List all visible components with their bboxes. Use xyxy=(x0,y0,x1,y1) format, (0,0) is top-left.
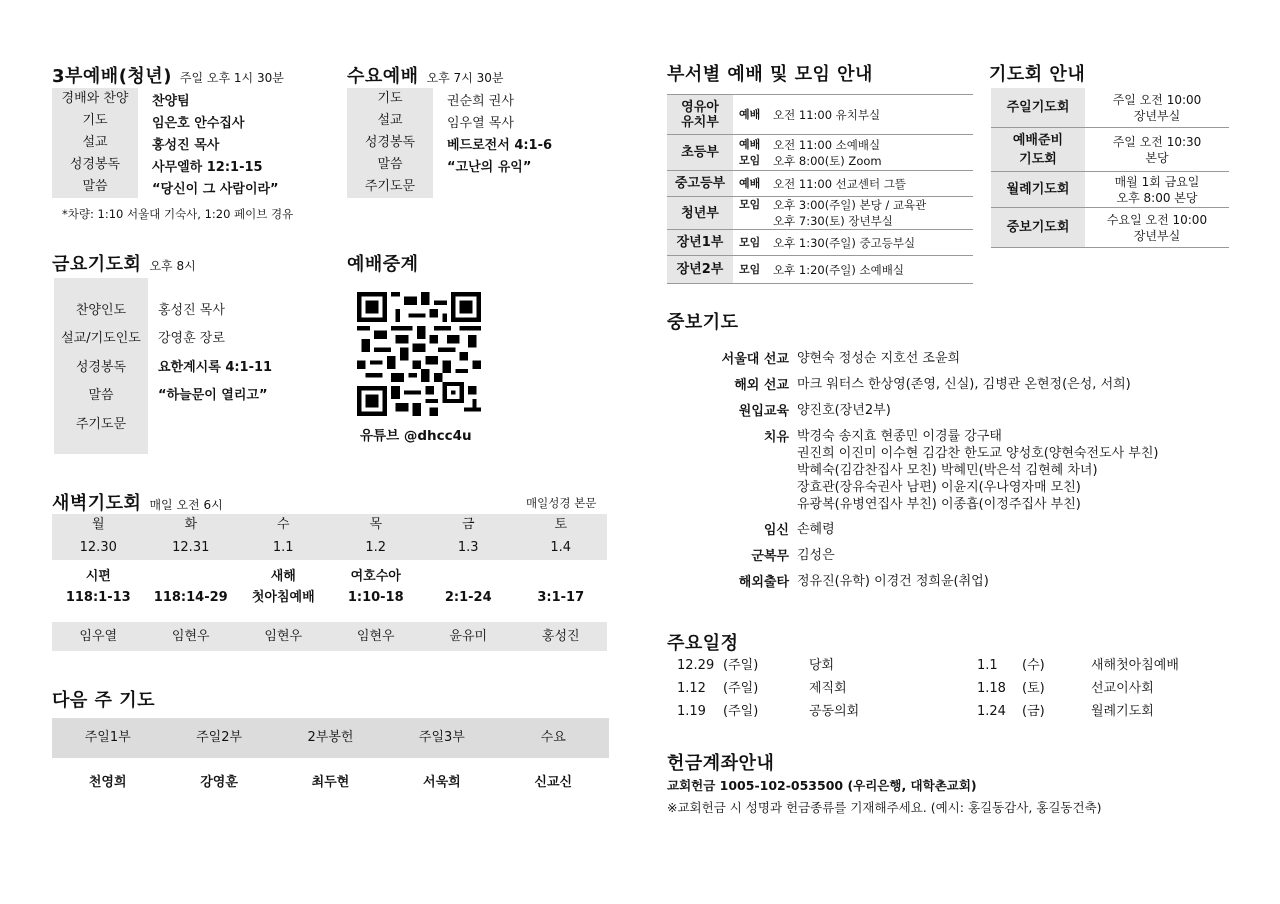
order-label: 설교 xyxy=(347,110,433,132)
dept-when: 오전 11:00 소예배실 xyxy=(773,137,881,152)
order-label: 말씀 xyxy=(347,154,433,176)
schedule-date: 1.1 xyxy=(977,658,998,673)
prayer-desc-line: 장년부실 xyxy=(1133,228,1181,243)
fri-time: 오후 8시 xyxy=(149,259,196,273)
dawn-book-cell xyxy=(515,560,608,586)
intercession-row xyxy=(667,545,1247,564)
fri-label: 주기도문 xyxy=(75,416,127,432)
dawn-verse-cell: 3:1-17 xyxy=(537,590,585,605)
order-value: 임우열 목사 xyxy=(447,115,514,131)
schedule-date: 1.24 xyxy=(977,704,1006,719)
dept-line xyxy=(739,137,882,153)
schedule-row xyxy=(977,702,1179,725)
prayer-desc xyxy=(1085,88,1229,127)
dawn-verse-cell: 첫아침예배 xyxy=(251,590,315,605)
prayer-desc-line: 장년부실 xyxy=(1133,108,1181,123)
order-row xyxy=(52,176,279,198)
intercession-line: 장효관(장유숙권사 남편) 이윤지(우나영자매 모친) xyxy=(797,480,1081,495)
dept-line xyxy=(739,262,904,278)
next-name-cell: 신교신 xyxy=(534,775,573,790)
order-label: 주기도문 xyxy=(347,176,433,198)
dept-line xyxy=(739,176,906,192)
order-row xyxy=(347,88,552,110)
dept-title: 부서별 예배 및 모임 안내 xyxy=(667,64,873,85)
offering-title: 헌금계좌안내 xyxy=(667,753,775,774)
intercession-line: 양현숙 정성순 지호선 조윤희 xyxy=(797,351,961,366)
service3-time: 주일 오후 1시 30분 xyxy=(179,71,284,85)
intercession-list xyxy=(667,348,1247,590)
order-row xyxy=(52,132,279,154)
schedule-event: 당회 xyxy=(809,658,835,673)
intercession-key: 임신 xyxy=(763,523,789,538)
dept-type xyxy=(739,213,773,229)
schedule-event: 선교이사회 xyxy=(1091,681,1154,696)
next-head-cell: 주일2부 xyxy=(196,730,243,745)
service3-order xyxy=(52,88,279,198)
dawn-day-cell: 목 xyxy=(369,517,383,532)
dawn-day-cell: 토 xyxy=(554,517,568,532)
order-label: 성경봉독 xyxy=(347,132,433,154)
intercession-line: 마크 워터스 한상영(존영, 신실), 김병관 온현정(은성, 서희) xyxy=(797,377,1131,392)
dawn-leader-cell: 임현우 xyxy=(264,629,303,644)
schedule-event: 월례기도회 xyxy=(1091,704,1154,719)
fri-label: 찬양인도 xyxy=(75,302,127,318)
fri-row xyxy=(54,294,272,323)
dept-type: 모임 xyxy=(739,153,761,167)
fri-row xyxy=(54,408,272,437)
fri-value: 홍성진 목사 xyxy=(158,302,225,318)
dawn-leader-cell: 임현우 xyxy=(356,629,395,644)
dept-type: 예배 xyxy=(739,176,761,190)
intercession-key: 해외 선교 xyxy=(734,378,789,393)
fri-title: 금요기도회 xyxy=(52,254,142,275)
dawn-date-row xyxy=(52,536,607,560)
qr-code-icon[interactable] xyxy=(357,292,481,416)
prayer-desc-line: 매월 1회 금요일 xyxy=(1114,174,1200,189)
next-title: 다음 주 기도 xyxy=(52,690,155,711)
intercession-line: 손혜령 xyxy=(797,522,835,537)
dawn-spacer xyxy=(52,612,607,622)
dept-row xyxy=(667,171,973,197)
schedule-date: 1.18 xyxy=(977,681,1006,696)
dept-type: 모임 xyxy=(739,262,761,276)
prayer-row xyxy=(991,128,1229,172)
prayer-desc xyxy=(1085,128,1229,171)
order-value: 사무엘하 12:1-15 xyxy=(152,159,263,175)
prayer-name: 주일기도회 xyxy=(991,88,1085,127)
intercession-value xyxy=(797,545,835,564)
next-name-cell: 천영희 xyxy=(88,775,127,790)
dept-table xyxy=(667,94,973,284)
dawn-book-cell xyxy=(422,560,515,586)
fri-value: 요한계시록 4:1-11 xyxy=(158,359,273,375)
dept-name: 영유아 유치부 xyxy=(667,95,733,134)
dept-type: 모임 xyxy=(739,198,761,211)
dept-desc xyxy=(733,107,880,123)
next-head-row xyxy=(52,718,609,758)
intercession-row xyxy=(667,348,1247,367)
schedule-row xyxy=(677,679,859,702)
fri-row xyxy=(54,380,272,409)
prayer-name: 예배준비 기도회 xyxy=(991,128,1085,171)
dept-desc xyxy=(733,235,915,251)
dept-name: 장년2부 xyxy=(667,256,733,283)
dawn-table xyxy=(52,514,607,651)
order-value: “당신이 그 사람이라” xyxy=(152,181,279,197)
dawn-book-row xyxy=(52,560,607,586)
prayer-row xyxy=(991,172,1229,208)
intercession-line: 양진호(장년2부) xyxy=(797,403,891,418)
fri-row xyxy=(54,323,272,352)
dawn-book-cell: 새해 xyxy=(270,569,296,584)
order-row xyxy=(52,110,279,132)
dept-when: 오후 8:00(토) Zoom xyxy=(773,153,882,168)
intercession-value xyxy=(797,400,891,419)
intercession-line: 박혜숙(김감찬집사 모친) 박혜민(박은석 김현혜 차녀) xyxy=(797,463,1098,478)
dept-row xyxy=(667,230,973,256)
order-value: “고난의 유익” xyxy=(447,159,532,175)
dept-type: 모임 xyxy=(739,235,761,249)
prayer-desc-line: 오후 8:00 본당 xyxy=(1116,190,1198,205)
dawn-day-row xyxy=(52,514,607,536)
prayer-table xyxy=(991,88,1229,248)
intercession-line: 김성은 xyxy=(797,548,835,563)
dawn-verse-row xyxy=(52,586,607,612)
schedule-day: (토) xyxy=(1022,681,1045,696)
dept-line xyxy=(739,197,926,213)
intercession-key: 해외출타 xyxy=(738,575,789,590)
intercession-value xyxy=(797,571,989,590)
order-row xyxy=(52,154,279,176)
dept-line xyxy=(739,235,915,251)
fri-label: 성경봉독 xyxy=(75,359,127,375)
dawn-day-cell: 수 xyxy=(276,517,290,532)
prayer-desc-line: 주일 오전 10:30 xyxy=(1112,134,1202,149)
order-row xyxy=(347,132,552,154)
dawn-leader-cell: 임우열 xyxy=(79,629,118,644)
dept-line xyxy=(739,107,880,123)
prayer-desc-line: 본당 xyxy=(1145,150,1169,165)
prayer-name: 월례기도회 xyxy=(991,172,1085,207)
dept-line xyxy=(739,213,926,229)
dawn-verse-cell: 1:10-18 xyxy=(347,590,404,605)
order-row xyxy=(347,154,552,176)
dawn-leader-cell: 홍성진 xyxy=(541,629,580,644)
intercession-row xyxy=(667,426,1247,513)
schedule-date: 1.12 xyxy=(677,681,706,696)
schedule-row xyxy=(977,656,1179,679)
dawn-date-cell: 1.3 xyxy=(457,540,479,555)
prayer-desc xyxy=(1085,172,1229,207)
dept-row xyxy=(667,197,973,230)
prayer-desc xyxy=(1085,208,1229,247)
dawn-header xyxy=(52,489,223,515)
dawn-book-cell xyxy=(145,560,238,586)
intercession-key: 서울대 선교 xyxy=(721,352,789,367)
schedule-date: 1.19 xyxy=(677,704,706,719)
schedule-day: (주일) xyxy=(723,681,759,696)
broadcast-caption[interactable]: 유튜브 @dhcc4u xyxy=(360,428,472,444)
fri-order xyxy=(54,294,272,437)
schedule-row xyxy=(977,679,1179,702)
fri-header xyxy=(52,250,196,276)
prayer-title: 기도회 안내 xyxy=(989,64,1086,85)
dept-desc xyxy=(733,262,904,278)
next-name-cell: 강영훈 xyxy=(200,775,238,790)
schedule-row xyxy=(677,656,859,679)
intercession-row xyxy=(667,374,1247,393)
order-row xyxy=(347,110,552,132)
dawn-day-cell: 금 xyxy=(461,517,475,532)
dawn-date-cell: 1.2 xyxy=(365,540,387,555)
prayer-name: 중보기도회 xyxy=(991,208,1085,247)
schedule-row xyxy=(677,702,859,725)
dept-when: 오전 11:00 선교센터 그뜰 xyxy=(773,176,906,191)
dept-when: 오후 1:30(주일) 중고등부실 xyxy=(773,235,916,250)
dawn-date-cell: 1.4 xyxy=(550,540,572,555)
dept-name: 청년부 xyxy=(667,197,733,229)
intercession-line: 유광복(유병연집사 부친) 이종흡(이정주집사 부친) xyxy=(797,497,1081,512)
schedule-right xyxy=(977,656,1179,725)
dept-name: 중고등부 xyxy=(667,171,733,196)
order-row xyxy=(347,176,552,198)
fri-label: 설교/기도인도 xyxy=(61,331,141,347)
schedule-left xyxy=(677,656,859,725)
dawn-date-cell: 12.30 xyxy=(79,540,117,555)
schedule-event: 공동의회 xyxy=(809,704,860,719)
order-label: 성경봉독 xyxy=(52,154,138,176)
dept-name: 장년1부 xyxy=(667,230,733,255)
intercession-value xyxy=(797,426,1158,513)
dawn-right-note: 매일성경 본문 xyxy=(526,496,597,510)
intercession-row xyxy=(667,519,1247,538)
next-name-cell: 서욱희 xyxy=(423,775,461,790)
dept-type: 예배 xyxy=(739,137,761,151)
dawn-leader-row xyxy=(52,622,607,651)
prayer-desc-line: 수요일 오전 10:00 xyxy=(1106,212,1208,227)
prayer-row xyxy=(991,208,1229,248)
schedule-day: (주일) xyxy=(723,704,759,719)
next-head-cell: 수요 xyxy=(540,730,566,745)
dawn-date-cell: 1.1 xyxy=(272,540,294,555)
schedule-event: 새해첫아침예배 xyxy=(1091,658,1179,673)
order-value: 홍성진 목사 xyxy=(152,137,220,153)
prayer-desc-line: 주일 오전 10:00 xyxy=(1112,92,1202,107)
order-label: 기도 xyxy=(347,88,433,110)
dawn-book-cell: 시편 xyxy=(85,569,111,584)
next-table xyxy=(52,718,609,806)
fri-value: “하늘문이 열리고” xyxy=(158,388,268,404)
service3-header xyxy=(52,62,284,88)
fri-value: 강영훈 장로 xyxy=(158,331,225,347)
wed-order xyxy=(347,88,552,198)
dawn-day-cell: 화 xyxy=(184,517,198,532)
order-value: 권순희 권사 xyxy=(447,93,514,109)
service3-note: *차량: 1:10 서울대 기숙사, 1:20 페이브 경유 xyxy=(62,207,294,221)
dawn-book-cell: 여호수아 xyxy=(350,569,401,584)
schedule-event: 제직회 xyxy=(809,681,847,696)
broadcast-title: 예배중계 xyxy=(347,254,419,275)
schedule-day: (수) xyxy=(1022,658,1045,673)
dawn-leader-cell: 임현우 xyxy=(171,629,210,644)
dawn-leader-cell: 윤유미 xyxy=(449,629,488,644)
dawn-verse-cell: 118:1-13 xyxy=(65,590,131,605)
dept-when: 오후 3:00(주일) 본당 / 교육관 xyxy=(773,198,927,212)
dept-when: 오후 7:30(토) 장년부실 xyxy=(773,214,893,228)
dawn-date-cell: 12.31 xyxy=(172,540,210,555)
prayer-row xyxy=(991,88,1229,128)
dept-when: 오후 1:20(주일) 소예배실 xyxy=(773,262,904,277)
next-head-cell: 2부봉헌 xyxy=(307,730,354,745)
service3-title: 3부예배(청년) xyxy=(52,66,172,87)
intercession-title: 중보기도 xyxy=(667,312,739,333)
intercession-value xyxy=(797,519,835,538)
schedule-date: 12.29 xyxy=(677,658,715,673)
order-value: 임은호 안수집사 xyxy=(152,115,245,131)
dawn-verse-cell: 118:14-29 xyxy=(153,590,228,605)
schedule-day: (주일) xyxy=(723,658,759,673)
dept-row xyxy=(667,95,973,135)
next-name-row xyxy=(52,758,609,806)
schedule-title: 주요일정 xyxy=(667,633,739,654)
order-value: 찬양팀 xyxy=(152,93,190,109)
dawn-title: 새벽기도회 xyxy=(52,493,142,514)
wed-header xyxy=(347,62,503,88)
intercession-row xyxy=(667,571,1247,590)
fri-row xyxy=(54,351,272,380)
dawn-time: 매일 오전 6시 xyxy=(149,498,223,512)
dawn-verse-cell: 2:1-24 xyxy=(444,590,492,605)
wed-time: 오후 7시 30분 xyxy=(426,71,504,85)
next-head-cell: 주일1부 xyxy=(84,730,131,745)
order-label: 경배와 찬양 xyxy=(52,88,138,110)
intercession-row xyxy=(667,400,1247,419)
intercession-value xyxy=(797,348,960,367)
offering-note: ※교회헌금 시 성명과 헌금종류를 기재해주세요. (예시: 홍길동감사, 홍길동건축) xyxy=(667,800,1102,815)
order-value: 베드로전서 4:1-6 xyxy=(447,137,553,153)
next-name-cell: 최두현 xyxy=(311,775,350,790)
next-head-cell: 주일3부 xyxy=(418,730,465,745)
dept-desc xyxy=(733,137,882,169)
wed-title: 수요예배 xyxy=(347,66,419,87)
intercession-line: 정유진(유학) 이경건 정희윤(취업) xyxy=(797,574,989,589)
intercession-line: 권진희 이진미 이수현 김감찬 한도교 양성호(양현숙전도사 부친) xyxy=(797,446,1159,461)
schedule-day: (금) xyxy=(1022,704,1045,719)
intercession-value xyxy=(797,374,1131,393)
order-label: 기도 xyxy=(52,110,138,132)
dept-line xyxy=(739,153,882,169)
dept-row xyxy=(667,256,973,284)
intercession-line: 박경숙 송지효 현종민 이경률 강구태 xyxy=(797,429,1002,444)
order-row xyxy=(52,88,279,110)
dept-row xyxy=(667,135,973,171)
fri-label: 말씀 xyxy=(88,388,114,404)
dept-desc xyxy=(733,197,926,229)
dept-when: 오전 11:00 유치부실 xyxy=(773,107,881,122)
dept-desc xyxy=(733,176,906,192)
intercession-key: 군복무 xyxy=(751,549,789,564)
dawn-day-cell: 월 xyxy=(91,517,105,532)
order-label: 설교 xyxy=(52,132,138,154)
dept-type: 예배 xyxy=(739,107,761,121)
intercession-key: 치유 xyxy=(763,430,789,445)
order-label: 말씀 xyxy=(52,176,138,198)
intercession-key: 원입교육 xyxy=(738,404,789,419)
dept-name: 초등부 xyxy=(667,135,733,170)
offering-account: 교회헌금 1005-102-053500 (우리은행, 대학촌교회) xyxy=(667,778,977,793)
